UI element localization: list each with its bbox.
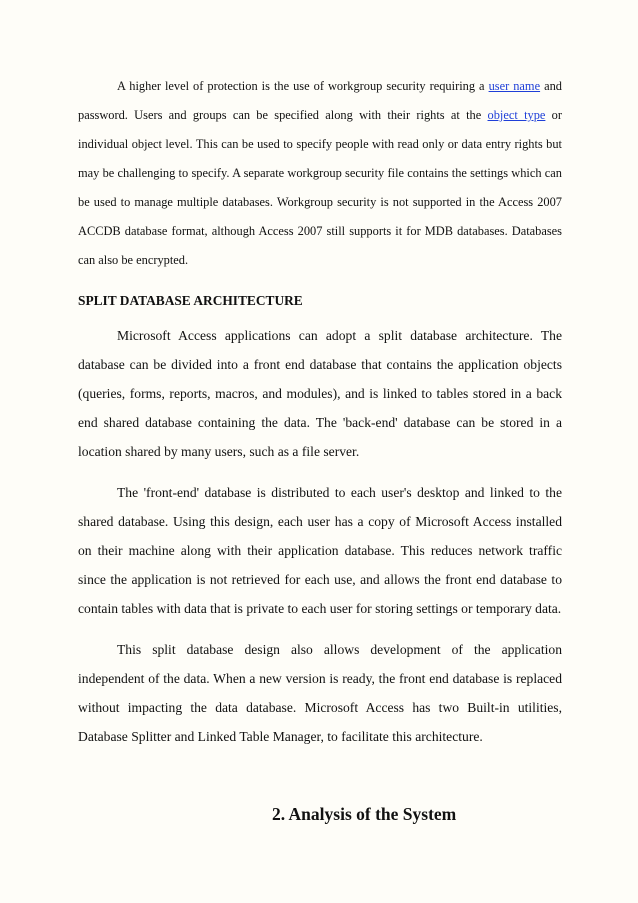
security-text-part3: or individual object level. This can be used to specify people with read only or data entry rights but may be challenging to specify. A separate workgroup security file contains the settings which can be used to manage multiple databases. Workgroup security is not supported in the Access 2007 ACCDB database format, although Access 2007 still supports it for MDB databases. Databases can also be encrypted. xyxy=(78,108,563,267)
security-text-part2: and password. Users and groups can be specified along with their rights at the xyxy=(78,79,562,122)
split-paragraph-1: Microsoft Access applications can adopt a split database architecture. The database can be divided into a front end database that contains the application objects (queries, forms, reports, macros, and modules), and is linked to tables stored in a back end shared database containing the data. The 'back-end' database can be stored in a location shared by many users, such as a file server. xyxy=(78,328,562,459)
user-name-link[interactable]: user name xyxy=(488,79,541,93)
chapter-heading: 2. Analysis of the System xyxy=(272,804,457,824)
section-heading: SPLIT DATABASE ARCHITECTURE xyxy=(78,293,303,308)
split-paragraph-3: This split database design also allows development of the application independent of the data. When a new version is ready, the front end database is replaced without impacting the data database. Microsoft Access has two Built-in utilities, Database Splitter and Linked Table Manager, to facilitate this architecture. xyxy=(78,642,562,744)
document-page xyxy=(78,72,562,751)
security-paragraph xyxy=(78,72,562,275)
split-paragraph-2: The 'front-end' database is distributed to each user's desktop and linked to the shared database. Using this design, each user has a copy of Microsoft Access installed on their machine along with their application database. This reduces network traffic since the application is not retrieved for each use, and allows the front end database to contain tables with data that is private to each user for storing settings or temporary data. xyxy=(78,485,562,616)
security-text-part1: A higher level of protection is the use of workgroup security requiring a xyxy=(117,79,489,93)
object-type-link[interactable]: object type xyxy=(487,108,546,122)
